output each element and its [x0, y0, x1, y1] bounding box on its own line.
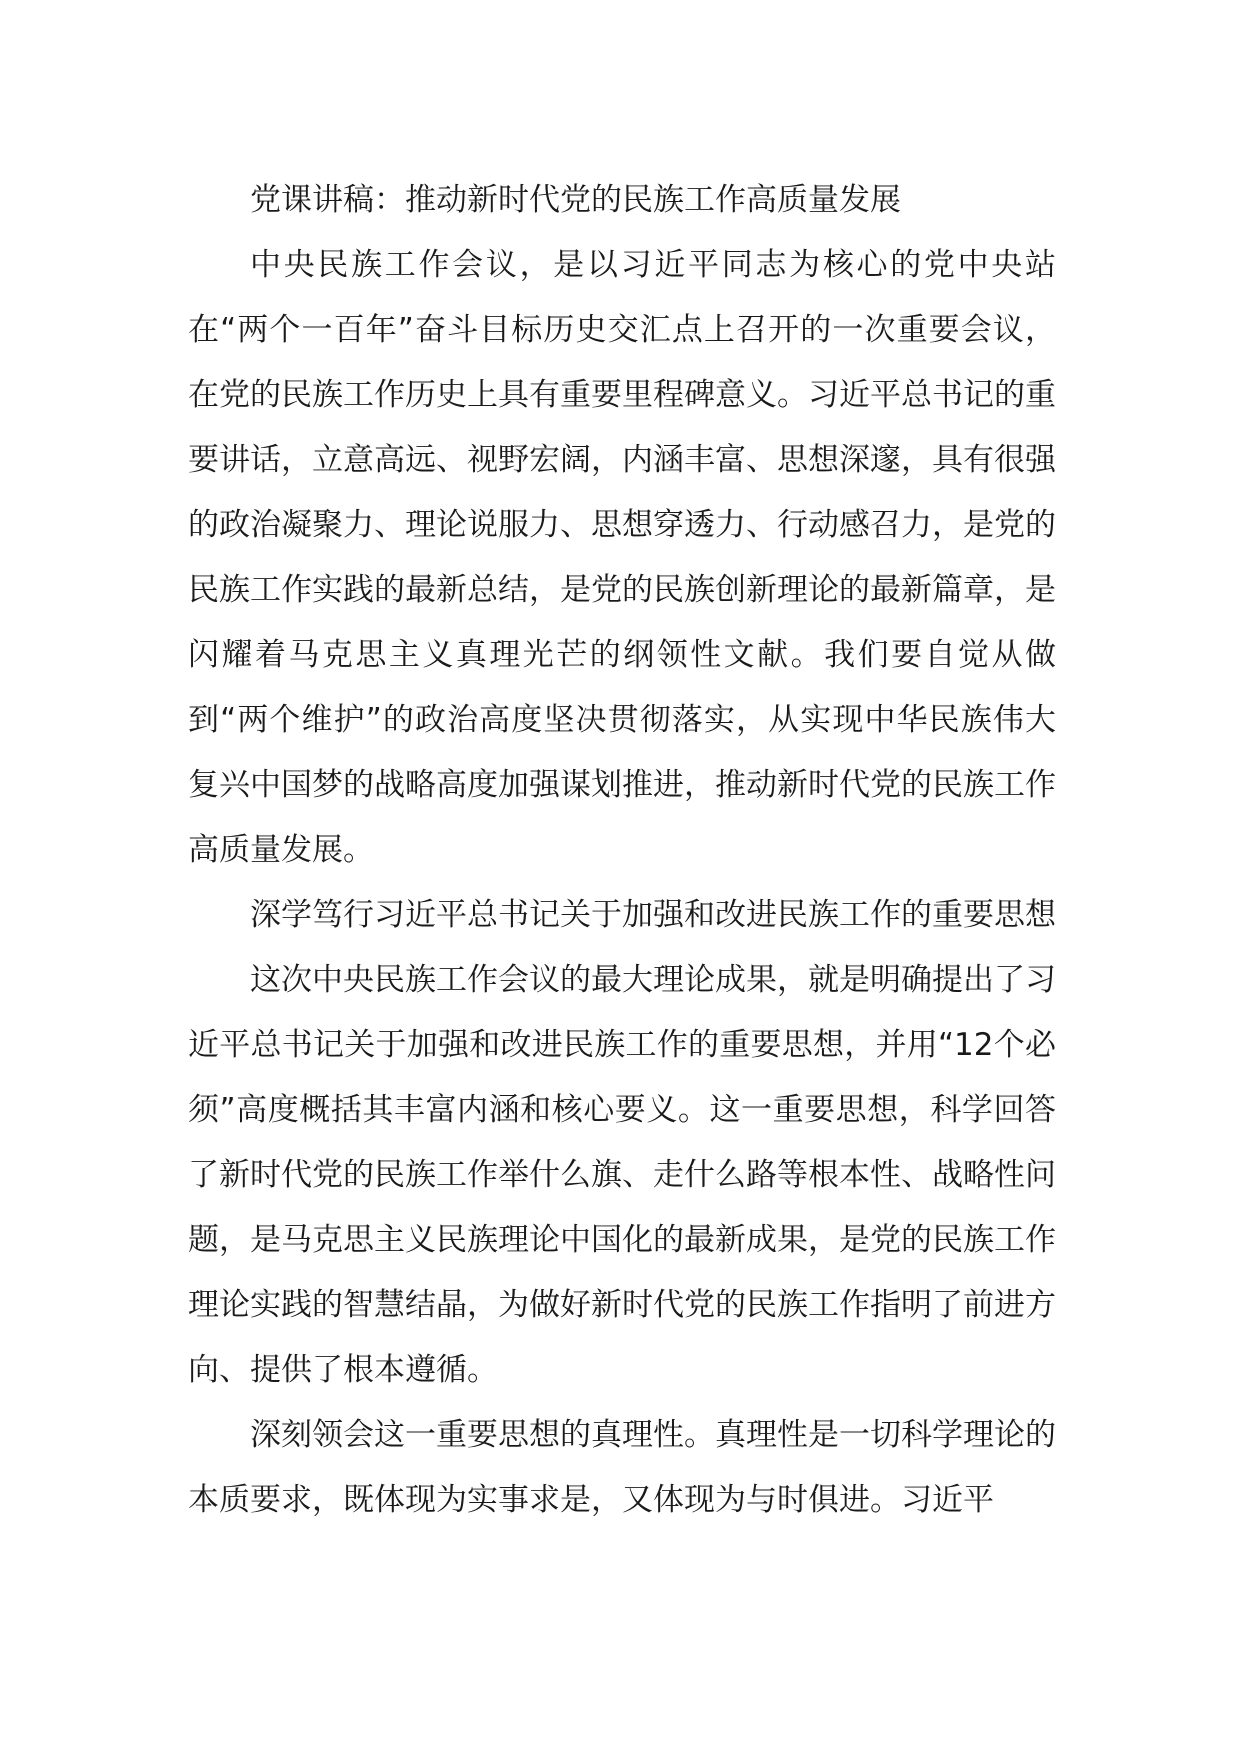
document-body [188, 168, 1056, 1533]
paragraph-truth: 深刻领会这一重要思想的真理性。真理性是一切科学理论的本质要求，既体现为实事求是，又体现为与时俱进。习近平 [188, 1417, 1056, 1518]
section-heading: 深学笃行习近平总书记关于加强和改进民族工作的重要思想 [250, 897, 1056, 933]
paragraph-theory: 这次中央民族工作会议的最大理论成果，就是明确提出了习近平总书记关于加强和改进民族工作的重要思想，并用“12个必须”高度概括其丰富内涵和核心要义。这一重要思想，科学回答了新时代党的民族工作举什么旗、走什么路等根本性、战略性问题，是马克思主义民族理论中国化的最新成果，是党的民族工作理论实践的智慧结晶，为做好新时代党的民族工作指明了前进方向、提供了根本遵循。 [188, 962, 1056, 1388]
document-title: 党课讲稿：推动新时代党的民族工作高质量发展 [250, 182, 901, 218]
paragraph-intro: 中央民族工作会议，是以习近平同志为核心的党中央站在“两个一百年”奋斗目标历史交汇点上召开的一次重要会议，在党的民族工作历史上具有重要里程碑意义。习近平总书记的重要讲话，立意高远、视野宏阔，内涵丰富、思想深邃，具有很强的政治凝聚力、理论说服力、思想穿透力、行动感召力，是党的民族工作实践的最新总结，是党的民族创新理论的最新篇章，是闪耀着马克思主义真理光芒的纲领性文献。我们要自觉从做到“两个维护”的政治高度坚决贯彻落实，从实现中华民族伟大复兴中国梦的战略高度加强谋划推进，推动新时代党的民族工作高质量发展。 [188, 247, 1056, 868]
